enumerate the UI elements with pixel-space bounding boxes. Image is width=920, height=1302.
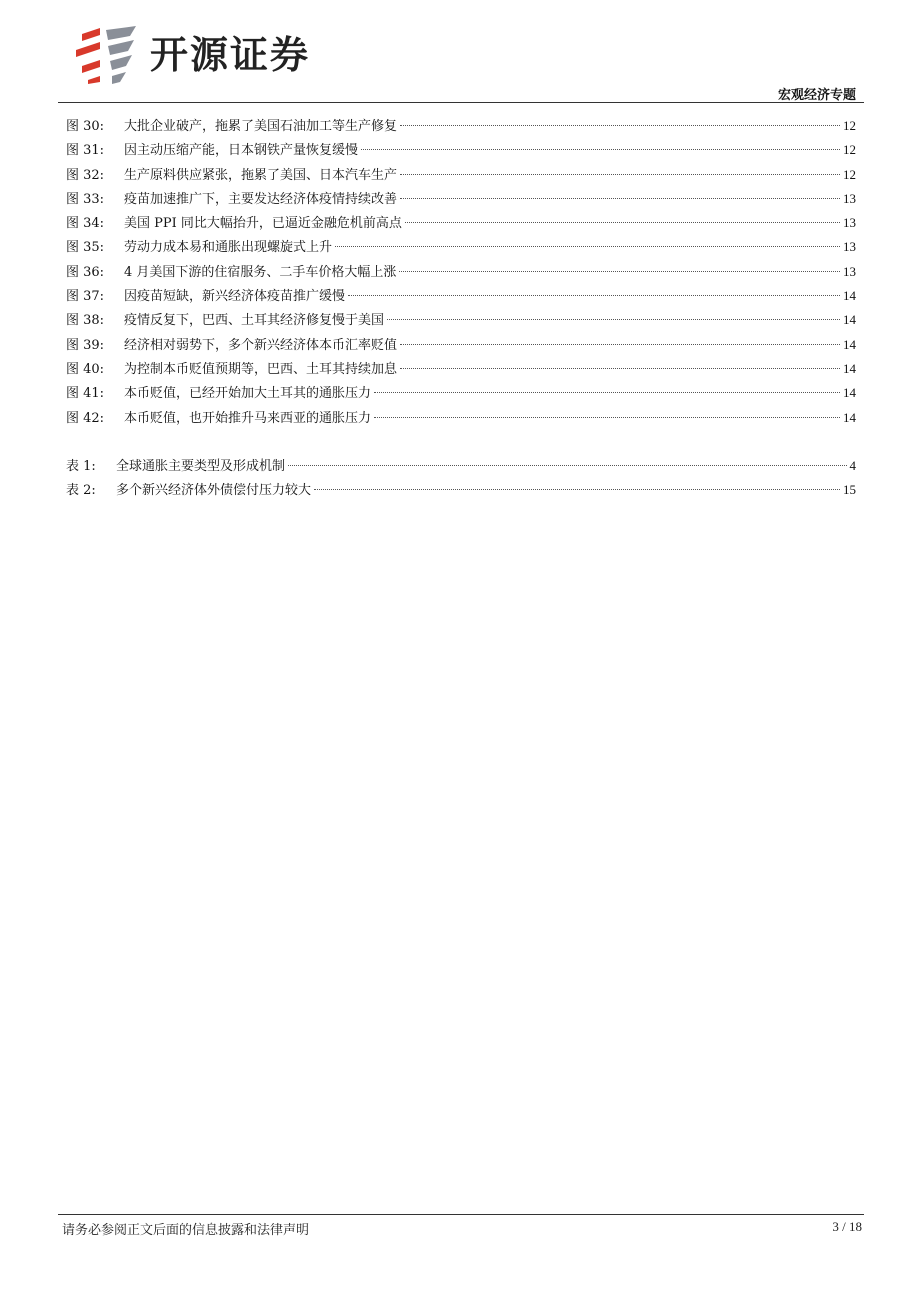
figure-entry-title: 因疫苗短缺，新兴经济体疫苗推广缓慢 — [124, 289, 346, 305]
figure-entry-label: 图 35: — [66, 240, 105, 256]
dot-leader — [314, 489, 840, 490]
figure-entry-label: 图 33: — [66, 191, 105, 207]
dot-leader — [335, 246, 840, 247]
table-entry-page: 15 — [843, 482, 856, 498]
figure-entry[interactable] — [66, 211, 856, 235]
table-entry[interactable] — [66, 454, 856, 478]
figure-entry-label: 图 40: — [66, 361, 105, 377]
dot-leader — [400, 174, 840, 175]
figure-entry[interactable] — [66, 284, 856, 308]
figure-entry-title: 疫情反复下，巴西、土耳其经济修复慢于美国 — [124, 313, 385, 329]
figure-entry-label: 图 30: — [66, 119, 105, 134]
figure-entry[interactable] — [66, 187, 856, 211]
figure-entry[interactable] — [66, 260, 856, 284]
figure-entry-label: 图 37: — [66, 289, 105, 305]
figure-entry-title: 劳动力成本易和通胀出现螺旋式上升 — [124, 240, 333, 256]
table-entry-page: 4 — [849, 458, 856, 473]
figure-entry-page: 14 — [843, 336, 856, 352]
figure-entry-title: 4 月美国下游的住宿服务、二手车价格大幅上涨 — [124, 264, 397, 280]
table-entry-title: 多个新兴经济体外债偿付压力较大 — [116, 483, 312, 499]
table-entry-label: 表 1: — [66, 459, 96, 474]
table-entry-title: 全球通胀主要类型及形成机制 — [116, 459, 286, 474]
figure-entry-title: 因主动压缩产能，日本钢铁产量恢复缓慢 — [124, 143, 359, 159]
disclaimer-text: 请务必参阅正文后面的信息披露和法律声明 — [62, 1223, 310, 1238]
figure-entry-page: 14 — [843, 360, 856, 376]
figure-entry-page: 13 — [843, 190, 856, 206]
header-divider — [58, 102, 864, 103]
table-list — [66, 454, 856, 503]
table-entry[interactable] — [66, 478, 856, 502]
figure-entry-title: 经济相对弱势下，多个新兴经济体本币汇率贬值 — [124, 337, 398, 353]
figure-entry-page: 12 — [843, 166, 856, 182]
figure-entry-title: 大批企业破产，拖累了美国石油加工等生产修复 — [124, 119, 398, 134]
figure-entry-title: 本币贬值，也开始推升马来西亚的通胀压力 — [124, 410, 372, 426]
figure-entry[interactable] — [66, 138, 856, 162]
figure-entry-page: 14 — [843, 385, 856, 401]
dot-leader — [400, 344, 840, 345]
section-title: 宏观经济专题 — [777, 88, 856, 103]
figure-entry[interactable] — [66, 381, 856, 405]
figure-entry-page: 14 — [843, 312, 856, 328]
figure-entry-label: 图 36: — [66, 264, 105, 280]
dot-leader — [288, 465, 846, 466]
page-number: 3 / 18 — [832, 1219, 862, 1234]
figure-entry-title: 为控制本币贬值预期等，巴西、土耳其持续加息 — [124, 361, 398, 377]
figure-entry-label: 图 42: — [66, 410, 105, 426]
figure-entry[interactable] — [66, 235, 856, 259]
company-logo-text: 开源证券 — [150, 33, 311, 77]
dot-leader — [400, 198, 840, 199]
figure-entry-label: 图 31: — [66, 143, 105, 159]
figure-entry-page: 12 — [843, 118, 856, 133]
figure-entry-title: 本币贬值，已经开始加大土耳其的通胀压力 — [124, 386, 372, 402]
figure-entry[interactable] — [66, 357, 856, 381]
figure-entry-label: 图 32: — [66, 167, 105, 183]
figure-entry-page: 13 — [843, 215, 856, 231]
figure-entry[interactable] — [66, 114, 856, 138]
figure-entry-page: 14 — [843, 409, 856, 425]
figure-entry-page: 13 — [843, 239, 856, 255]
dot-leader — [348, 295, 840, 296]
footer-divider — [58, 1214, 864, 1215]
figure-entry-title: 美国 PPI 同比大幅抬升，已逼近金融危机前高点 — [124, 216, 402, 232]
figure-entry[interactable] — [66, 406, 856, 430]
dot-leader — [374, 417, 840, 418]
figure-entry-label: 图 41: — [66, 386, 105, 402]
dot-leader — [400, 368, 840, 369]
dot-leader — [399, 271, 840, 272]
figure-entry-label: 图 39: — [66, 337, 105, 353]
page-header — [0, 0, 920, 104]
figure-entry[interactable] — [66, 163, 856, 187]
figure-entry-page: 14 — [843, 288, 856, 304]
table-entry-label: 表 2: — [66, 483, 96, 499]
figure-entry-title: 疫苗加速推广下，主要发达经济体疫情持续改善 — [124, 191, 398, 207]
dot-leader — [405, 222, 840, 223]
dot-leader — [400, 125, 840, 126]
dot-leader — [361, 149, 840, 150]
dot-leader — [374, 392, 840, 393]
figure-entry-label: 图 34: — [66, 216, 105, 232]
figure-entry-page: 13 — [843, 263, 856, 279]
figure-entry-page: 12 — [843, 142, 856, 158]
figure-entry[interactable] — [66, 308, 856, 332]
figure-entry-label: 图 38: — [66, 313, 105, 329]
figure-entry[interactable] — [66, 333, 856, 357]
figure-list — [66, 114, 856, 430]
dot-leader — [387, 319, 840, 320]
kaiyuan-logo-icon — [74, 26, 140, 84]
figure-entry-title: 生产原料供应紧张，拖累了美国、日本汽车生产 — [124, 167, 398, 183]
